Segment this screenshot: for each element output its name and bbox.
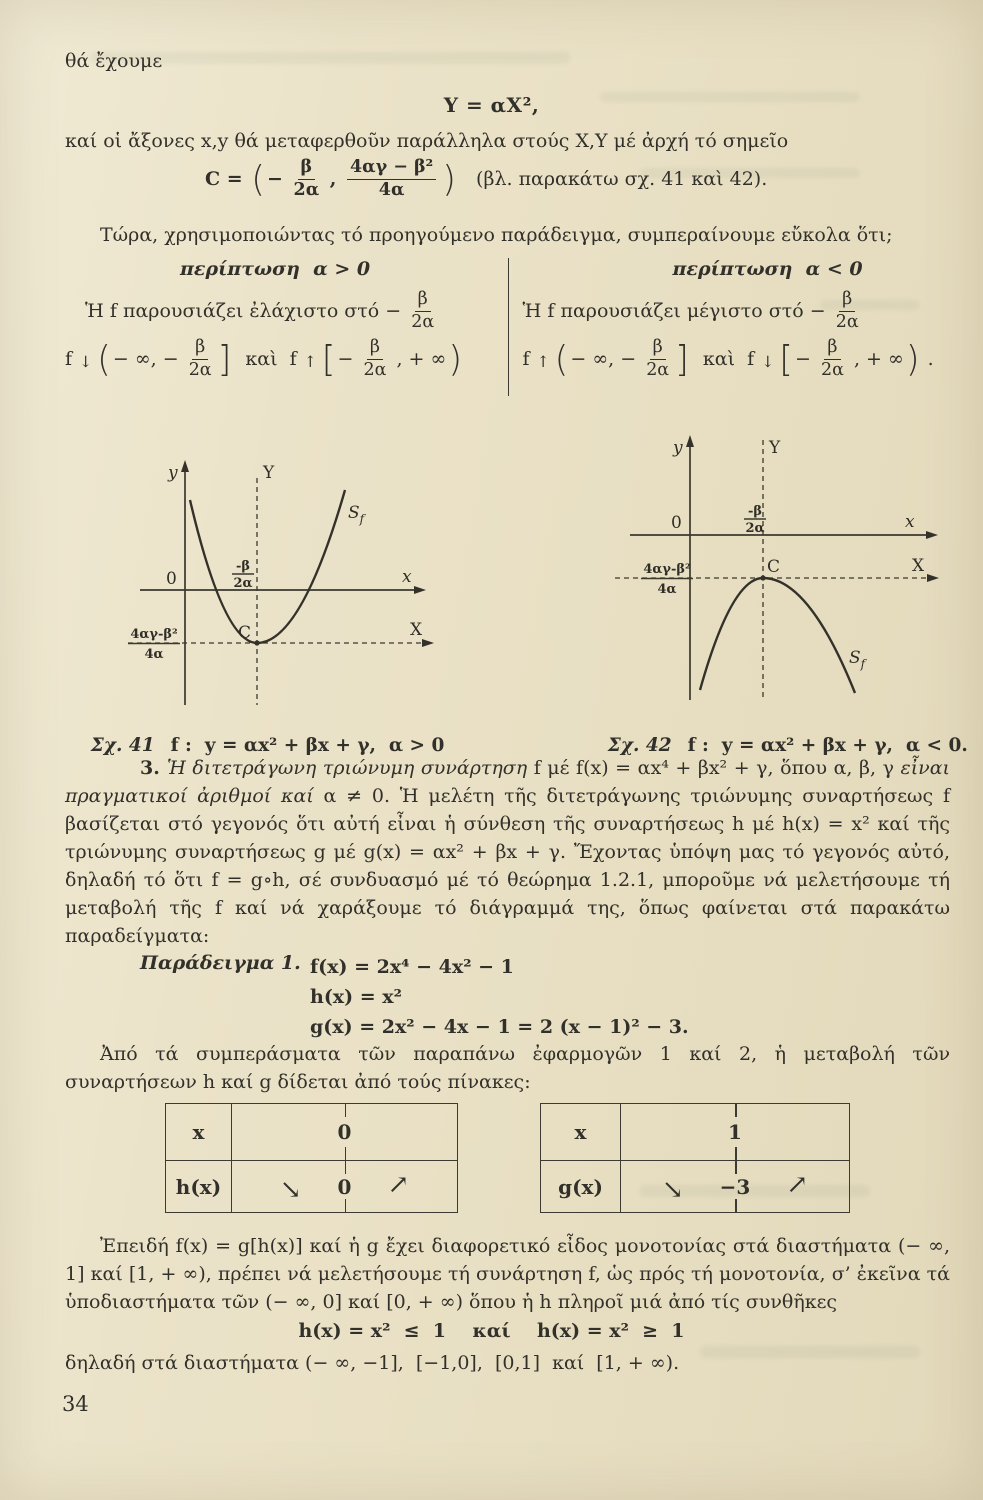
caption-fig42-number: Σχ. 42 bbox=[607, 735, 672, 756]
example-formulas bbox=[310, 952, 689, 1042]
axis-label-x: x bbox=[905, 512, 915, 532]
decreasing-arrow-icon: ↘ bbox=[661, 1174, 684, 1205]
axis-label-y: y bbox=[168, 463, 178, 483]
axis-label-X: X bbox=[410, 620, 423, 640]
case-monotonicity-line: f ↑ ( − ∞, − $\frac{\beta}{2\alpha}$ ] καὶ f ↓ [ − $\frac{\beta}{2\alpha}$ , + ∞ ) . bbox=[522, 337, 934, 381]
table-variable-value: 0 bbox=[337, 1120, 352, 1144]
vertex-x-fraction-num: -β bbox=[235, 559, 251, 574]
curve-label-Sf: $S_f$ bbox=[348, 503, 365, 526]
arrow-up-icon bbox=[686, 435, 694, 447]
variation-table-h bbox=[165, 1103, 458, 1213]
vertex-y-fraction-num: 4αγ-β² bbox=[130, 627, 178, 642]
intro-line2: καί οἱ ἄξονες x,y θά μεταφερθοῦν παράλληλα στούς X,Y μέ ἀρχή τό σημεῖο bbox=[65, 130, 789, 152]
vertex-x-fraction-den: 2α bbox=[745, 521, 765, 536]
case-monotonicity-line: f ↓ ( − ∞, − $\frac{\beta}{2\alpha}$ ] καὶ f ↑ [ − $\frac{\beta}{2\alpha}$ , + ∞ ) bbox=[65, 337, 463, 381]
formula-c: C = ( − $\frac{\beta}{2\alpha}$ , $\frac{\text{4αγ − β²}}{4\alpha}$ ) (βλ. παρακάτω σχ. 41 καὶ 42). bbox=[205, 157, 768, 201]
vertex-x-fraction-num: -β bbox=[747, 504, 763, 519]
parabola-curve bbox=[700, 578, 855, 693]
axis-label-X: X bbox=[912, 556, 925, 576]
vertex-label-C: C bbox=[238, 623, 252, 643]
table-function-label: h(x) bbox=[166, 1161, 232, 1212]
figure-42-parabola-down bbox=[605, 425, 955, 717]
table-variable-label: x bbox=[166, 1104, 232, 1160]
tables-intro-paragraph: Ἀπό τά συμπεράσματα τῶν παραπάνω ἐφαρμογῶν 1 καί 2, ἡ μεταβολή τῶν συναρτήσεων h καί g δίδεται ἀπό τούς πίνακες: bbox=[65, 1043, 950, 1093]
vertex-x-fraction-den: 2α bbox=[233, 576, 253, 591]
case-max-line: Ἡ f παρουσιάζει μέγιστο στό − $\frac{\beta}{2\alpha}$ bbox=[522, 289, 859, 332]
section-3-paragraph: 3. Ἡ διτετράγωνη τριώνυμη συνάρτηση f μέ f(x) = αx⁴ + βx² + γ, ὅπου α, β, γ εἶναι πραγματικοί ἀριθμοί καί α ≠ 0. Ἡ μελέτη τῆς διτετράγωνης τριώνυμης συναρτήσεως f βασίζεται στό γεγονός ὅτι αὐτή εἶναι ἡ σύνθεση τῆς συναρτήσεως h μέ h(x) = x² καί τῆς τριώνυμης συναρτήσεως g μέ g(x) = αx² + βx + γ. Ἔχοντας ὑπόψη μας τό γεγονός αὐτό, δηλαδή τό ὅτι f = g∘h, σέ συνδυασμό μέ τό θεώρημα 1.2.1, μποροῦμε νά μελετήσουμε τή μεταβολή τῆς f καί νά χαράξουμε τό διάγραμμά της, ὅπως φαίνεται στά παρακάτω παραδείγματα: bbox=[65, 757, 951, 947]
axis-label-Y: Y bbox=[769, 438, 781, 458]
vertex-y-fraction-den: 4α bbox=[657, 582, 677, 597]
vertex-y-fraction-num: 4αγ-β² bbox=[643, 562, 691, 577]
vertex-label-C: C bbox=[767, 557, 781, 577]
case-title-negative: περίπτωση α < 0 bbox=[672, 258, 863, 280]
arrow-right-icon bbox=[927, 574, 939, 582]
case-alpha-positive bbox=[65, 258, 508, 396]
example-line-f: f(x) = 2x⁴ − 4x² − 1 bbox=[310, 956, 514, 978]
example-label: Παράδειγμα 1. bbox=[140, 952, 301, 974]
increasing-arrow-icon: ↗ bbox=[387, 1169, 410, 1200]
intro-line1: θά ἔχουμε bbox=[65, 50, 163, 72]
arrow-right-icon bbox=[414, 586, 426, 594]
caption-fig41-number: Σχ. 41 bbox=[90, 735, 155, 756]
origin-label: 0 bbox=[671, 513, 682, 533]
arrow-up-icon bbox=[181, 460, 189, 472]
intervals-line: δηλαδή στά διαστήματα (− ∞, −1], [−1,0], [0,1] καί [1, + ∞). bbox=[65, 1352, 680, 1374]
arrow-right-icon bbox=[926, 531, 938, 539]
bleed-through-mark bbox=[700, 1346, 920, 1358]
variation-table-g bbox=[540, 1103, 850, 1213]
parabola-curve bbox=[190, 490, 345, 643]
formula-y: Y = αX², bbox=[443, 93, 540, 117]
intro-paragraph: Τώρα, χρησιμοποιώντας τό προηγούμενο παράδειγμα, συμπεραίνουμε εὔκολα ὅτι; bbox=[100, 224, 893, 246]
vertex-y-fraction-den: 4α bbox=[144, 647, 164, 662]
case-alpha-negative bbox=[508, 258, 951, 396]
example-line-h: h(x) = x² bbox=[310, 986, 402, 1008]
table-function-label: g(x) bbox=[541, 1161, 621, 1212]
caption-fig42-formula: f : y = αx² + βx + γ, α < 0. bbox=[687, 735, 968, 756]
decreasing-arrow-icon: ↘ bbox=[279, 1174, 302, 1205]
caption-fig41-formula: f : y = αx² + βx + γ, α > 0 bbox=[170, 735, 445, 756]
axis-label-y: y bbox=[673, 438, 683, 458]
vertex-point bbox=[254, 640, 259, 645]
figure-41-parabola-up bbox=[112, 452, 442, 718]
increasing-arrow-icon: ↗ bbox=[786, 1169, 809, 1200]
axis-label-x: x bbox=[402, 567, 412, 587]
axis-label-Y: Y bbox=[263, 463, 275, 483]
case-min-line: Ἡ f παρουσιάζει ἐλάχιστο στό − $\frac{\beta}{2\alpha}$ bbox=[85, 289, 435, 332]
table-variable-value: 1 bbox=[728, 1120, 742, 1144]
condition-formula-line: h(x) = x² ≤ 1 καί h(x) = x² ≥ 1 bbox=[298, 1320, 685, 1342]
case-title-positive: περίπτωση α > 0 bbox=[180, 258, 371, 280]
table-min-value: 0 bbox=[337, 1174, 352, 1199]
page-number: 34 bbox=[62, 1392, 89, 1416]
example-line-g: g(x) = 2x² − 4x − 1 = 2 (x − 1)² − 3. bbox=[310, 1016, 689, 1038]
curve-label-Sf: $S_f$ bbox=[849, 648, 866, 671]
vertex-point bbox=[760, 575, 765, 580]
origin-label: 0 bbox=[166, 569, 177, 589]
arrow-right-icon bbox=[422, 639, 434, 647]
table-variable-label: x bbox=[541, 1104, 621, 1160]
example-1 bbox=[140, 952, 689, 1042]
closing-paragraph: Ἐπειδή f(x) = g[h(x)] καί ἡ g ἔχει διαφορετικό εἶδος μονοτονίας στά διαστήματα (− ∞, 1] καί [1, + ∞), πρέπει νά μελετήσουμε τή συνάρτηση f, ὡς πρός τή μονοτονία, σ’ ἐκεῖνα τά ὑποδιαστήματα τῶν (− ∞, 0] καί [0, + ∞) ὅπου ἡ h πληροῖ μιά ἀπό τίς συνθῆκες bbox=[65, 1235, 950, 1313]
table-min-value: −3 bbox=[719, 1174, 751, 1199]
cases-section bbox=[65, 258, 950, 396]
